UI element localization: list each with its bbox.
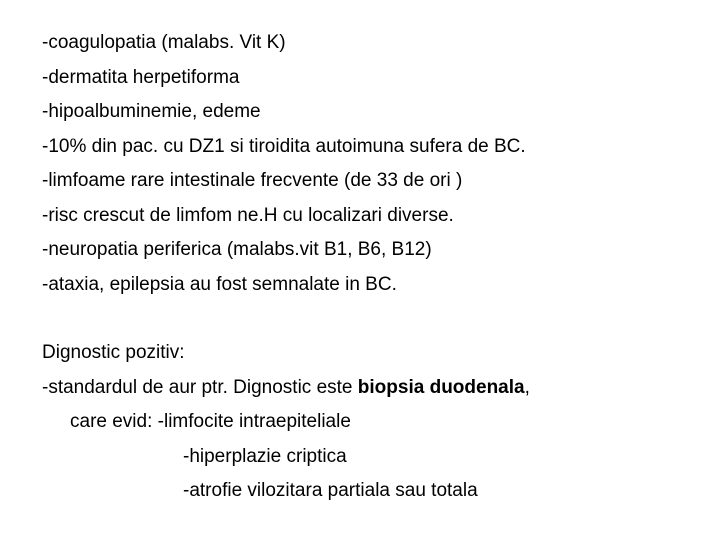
standard-prefix: -standardul de aur ptr. Dignostic este <box>42 376 358 398</box>
standard-bold-term: biopsia duodenala <box>357 376 525 398</box>
symptom-line-dz1-tiroidita: -10% din pac. cu DZ1 si tiroidita autoimuna sufera de BC. <box>42 135 526 157</box>
symptom-line-ataxia: -ataxia, epilepsia au fost semnalate in BC. <box>42 273 397 295</box>
symptom-line-hipoalbuminemie: -hipoalbuminemie, edeme <box>42 101 261 122</box>
symptom-line-dermatita: -dermatita herpetiforma <box>42 66 240 88</box>
diagnosis-finding-atrofie: -atrofie vilozitara partiala sau totala <box>183 480 478 501</box>
symptom-line-neuropatia: -neuropatia periferica (malabs.vit B1, B6, B12) <box>42 239 432 260</box>
diagnosis-finding-hiperplazie: -hiperplazie criptica <box>183 445 347 467</box>
symptom-line-coagulopatia: -coagulopatia (malabs. Vit K) <box>42 32 286 53</box>
diagnosis-evid-line: care evid: -limfocite intraepiteliale <box>70 411 351 432</box>
diagnosis-standard-line <box>42 371 702 406</box>
section-spacer <box>42 302 702 336</box>
symptom-line-limfoame: -limfoame rare intestinale frecvente (de 33 de ori ) <box>42 170 463 191</box>
slide-text-block <box>42 26 702 509</box>
diagnosis-heading: Dignostic pozitiv: <box>42 342 185 363</box>
symptom-line-risc-limfom: -risc crescut de limfom ne.H cu localizari diverse. <box>42 204 454 226</box>
standard-suffix: , <box>524 376 530 398</box>
